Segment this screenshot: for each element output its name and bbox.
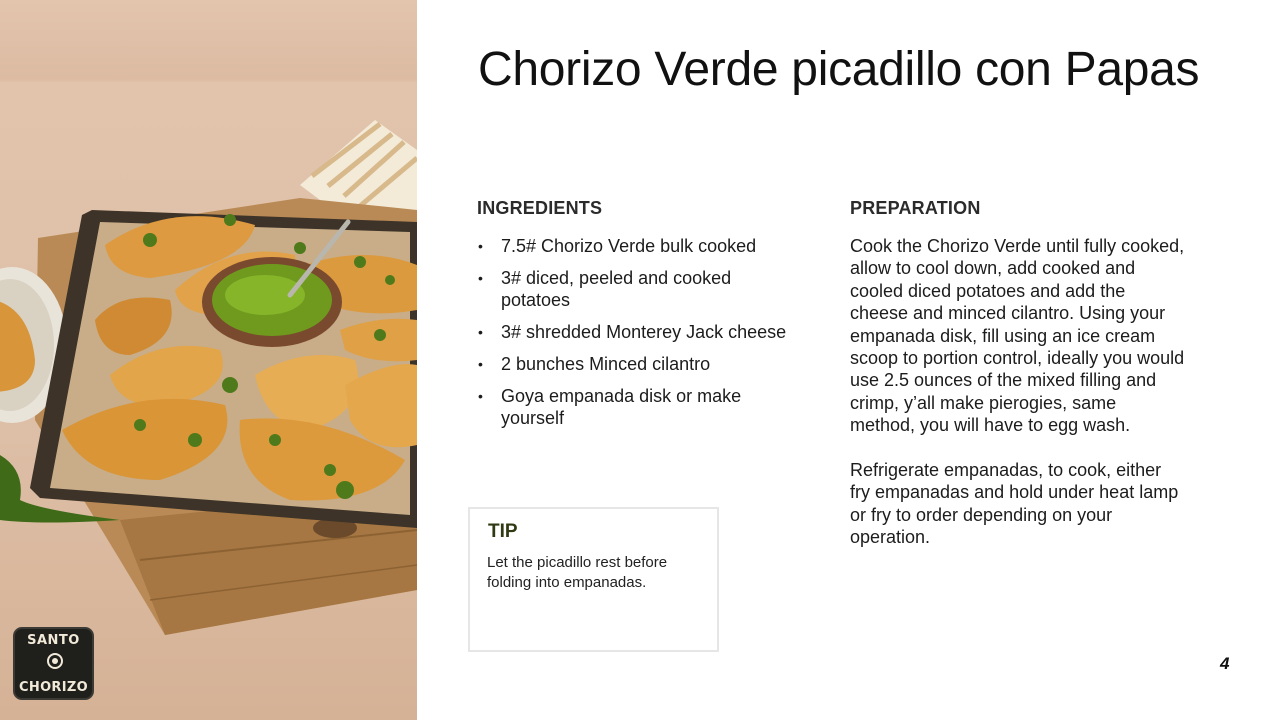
tip-title: TIP — [488, 521, 518, 542]
tip-box — [468, 507, 719, 652]
ingredients-heading: INGREDIENTS — [477, 198, 603, 218]
slide-title: Chorizo Verde picadillo con Papas — [478, 43, 1200, 96]
tip-text: Let the picadillo rest before folding into empanadas. — [487, 554, 668, 591]
ingredient-item: • 7.5# Chorizo Verde bulk cooked — [477, 235, 797, 257]
ingredient-item: • 2 bunches Minced cilantro — [477, 353, 797, 375]
page-number: 4 — [1220, 654, 1230, 673]
logo-line-1: SANTO — [27, 633, 80, 648]
preparation-heading: PREPARATION — [850, 198, 981, 218]
logo-line-2: CHORIZO — [19, 680, 88, 695]
ingredient-item: • 3# diced, peeled and cooked potatoes — [477, 267, 797, 311]
ingredient-item: • 3# shredded Monterey Jack cheese — [477, 321, 797, 343]
ingredients-list — [477, 235, 797, 439]
ingredient-item: • Goya empanada disk or make yourself — [477, 385, 797, 429]
preparation-paragraph: Cook the Chorizo Verde until fully cooked, allow to cool down, add cooked and cooled diced potatoes and add the cheese and minced cilantro. Using your empanada disk, fill using an ice cream scoop to portion control, ideally you would use 2.5 ounces of the mixed filling and crimp, y’all make pierogies, same method, you will have to egg wash. — [850, 236, 1185, 436]
logo-emblem-icon — [47, 653, 63, 669]
preparation-text — [850, 235, 1185, 571]
food-photo — [0, 0, 417, 720]
preparation-paragraph: Refrigerate empanadas, to cook, either fry empanadas and hold under heat lamp or fry to order depending on your operation. — [850, 460, 1179, 548]
empanadas-illustration — [0, 0, 417, 720]
santo-chorizo-logo — [13, 627, 94, 700]
